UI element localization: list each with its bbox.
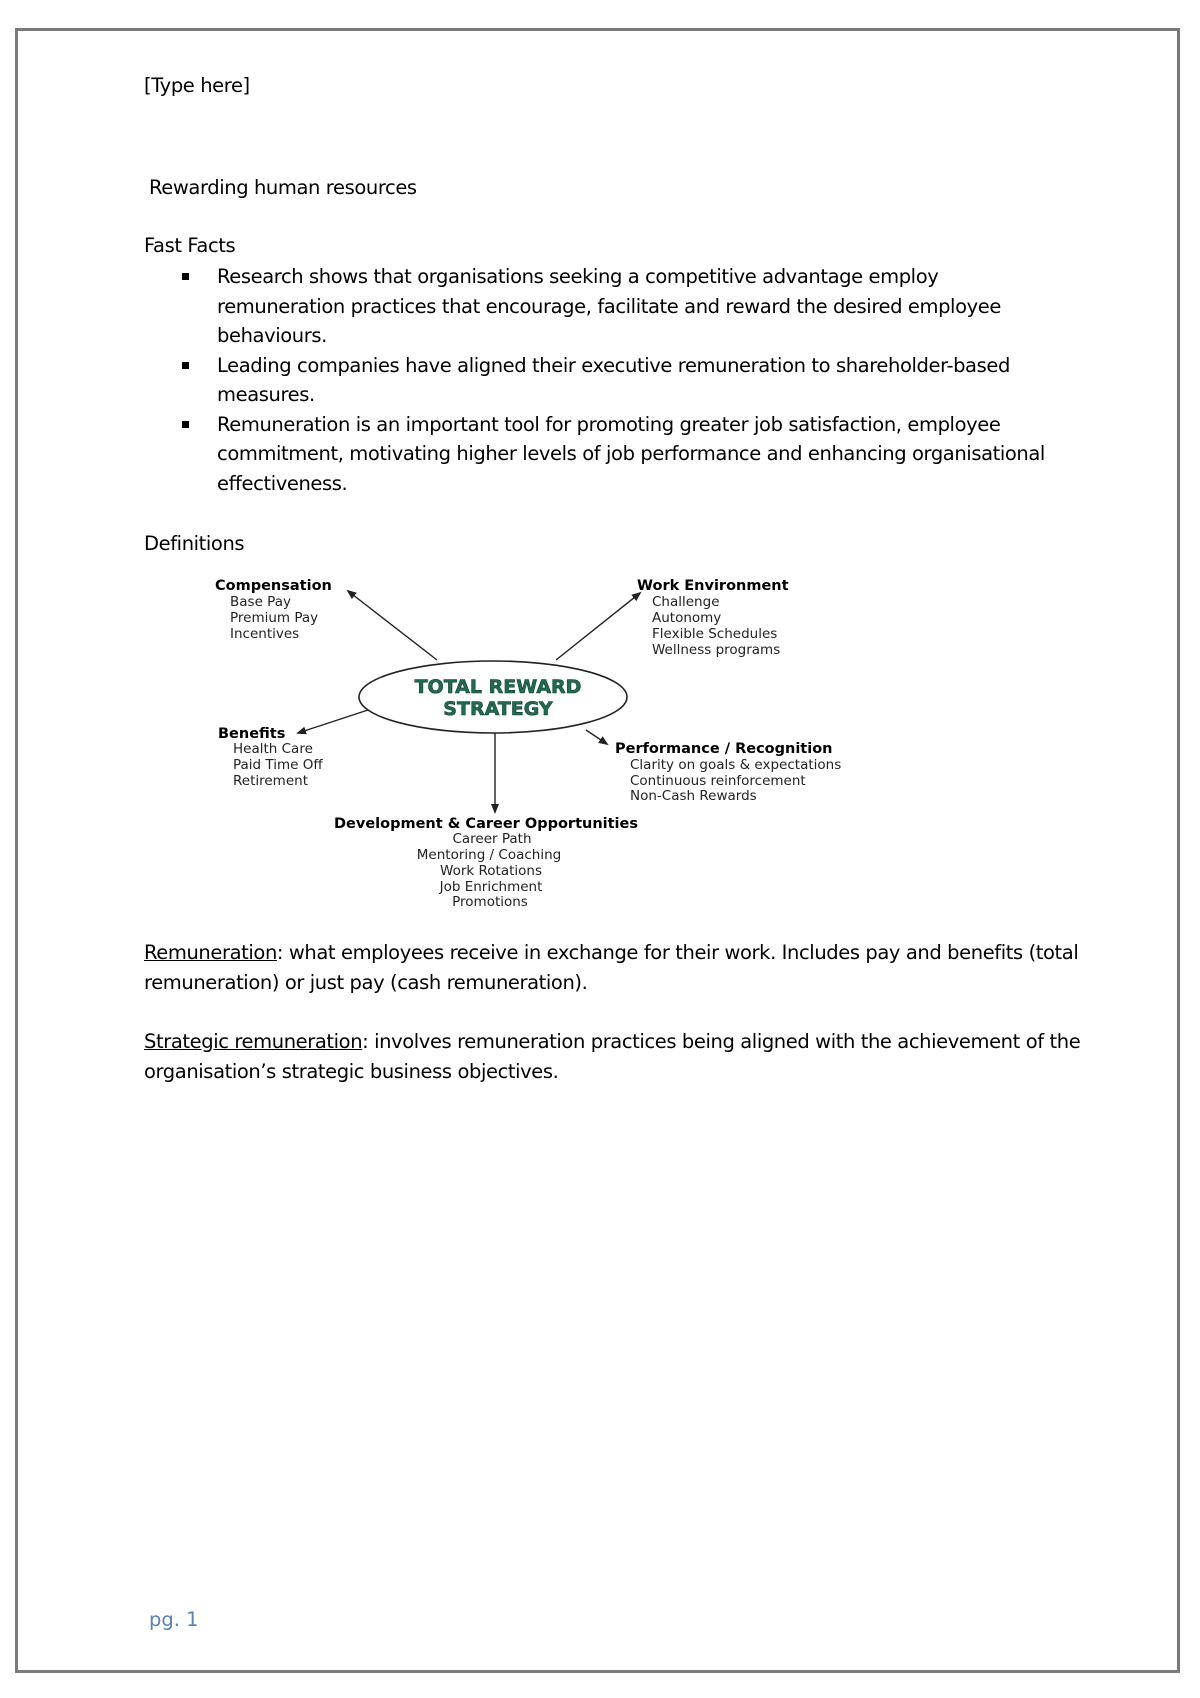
arrow-work-environment — [556, 593, 640, 660]
development-item: Promotions — [452, 894, 528, 910]
arrow-performance — [586, 730, 607, 744]
compensation-item: Premium Pay — [230, 610, 319, 626]
compensation-item: Incentives — [230, 626, 300, 642]
development-title: Development & Career Opportunities — [334, 816, 638, 832]
development-item: Career Path — [452, 831, 532, 847]
benefits-item: Retirement — [233, 773, 308, 789]
performance-item: Continuous reinforcement — [630, 773, 806, 789]
page-number: pg. 1 — [149, 1608, 199, 1631]
strategic-remuneration-definition — [144, 1027, 1084, 1086]
work-environment-item: Wellness programs — [652, 642, 781, 658]
work-environment-item: Flexible Schedules — [652, 626, 778, 642]
work-environment-item: Autonomy — [652, 610, 722, 626]
arrow-benefits — [298, 710, 368, 733]
strategic-remuneration-term: Strategic remuneration — [144, 1030, 363, 1053]
performance-title: Performance / Recognition — [615, 741, 833, 757]
performance-item: Non-Cash Rewards — [630, 788, 757, 804]
fact-text: Remuneration is an important tool for promoting greater job satisfaction, employee commitment, motivating higher levels of job performance and enhancing organisational effectiveness. — [217, 412, 1045, 495]
benefits-item: Health Care — [233, 741, 313, 757]
strategic-remuneration-text: : involves remuneration practices being aligned with the achievement of the organisation’s strategic business objectives. — [144, 1030, 1081, 1083]
development-item: Mentoring / Coaching — [416, 847, 562, 863]
header-placeholder[interactable]: [Type here] — [144, 74, 250, 97]
center-label-line1: TOTAL REWARD — [414, 676, 582, 698]
work-environment-title: Work Environment — [637, 578, 789, 594]
performance-item: Clarity on goals & expectations — [630, 757, 842, 773]
remuneration-definition — [144, 938, 1084, 997]
compensation-item: Base Pay — [230, 594, 291, 610]
arrow-compensation — [348, 591, 437, 660]
fast-facts-heading: Fast Facts — [144, 234, 236, 257]
remuneration-term: Remuneration — [144, 941, 277, 964]
fact-text: Research shows that organisations seeking a competitive advantage employ remuneration practices that encourage, facilitate and reward the desired employee behaviours. — [217, 265, 1001, 347]
document-title: Rewarding human resources — [149, 176, 417, 199]
development-item: Job Enrichment — [439, 879, 543, 895]
center-label-line2: STRATEGY — [443, 698, 553, 720]
benefits-title: Benefits — [218, 726, 286, 742]
compensation-title: Compensation — [215, 578, 332, 594]
development-item: Work Rotations — [440, 863, 542, 879]
benefits-item: Paid Time Off — [233, 757, 323, 773]
remuneration-text: : what employees receive in exchange for their work. Includes pay and benefits (total remuneration) or just pay (cash remuneration). — [144, 941, 1079, 994]
fact-text: Leading companies have aligned their executive remuneration to shareholder-based measures. — [217, 353, 1010, 406]
definitions-heading: Definitions — [144, 532, 245, 555]
work-environment-item: Challenge — [652, 594, 720, 610]
